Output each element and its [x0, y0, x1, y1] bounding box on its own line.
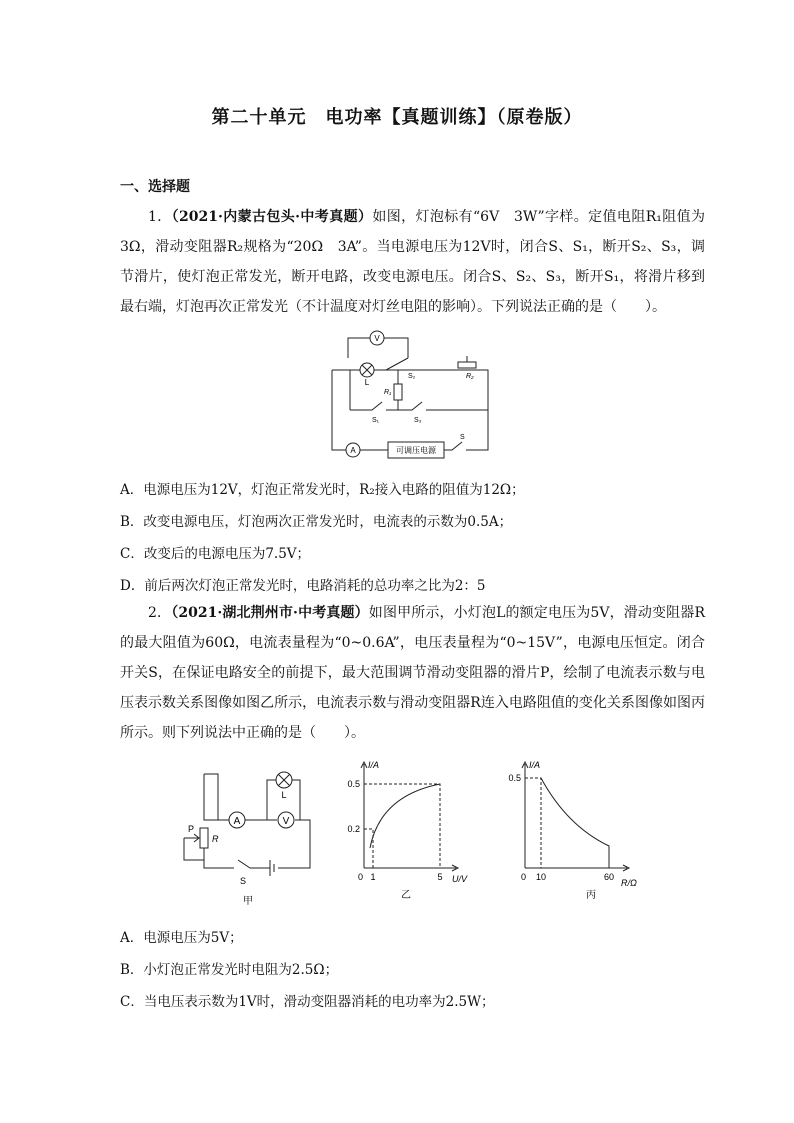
- graph-bing: [505, 756, 655, 906]
- ammeter-label: A: [350, 446, 356, 455]
- lamp-label: L: [364, 378, 370, 387]
- figure-caption: 丙: [586, 890, 596, 901]
- x-tick-label: 10: [535, 872, 547, 882]
- figure-caption: 乙: [401, 890, 411, 901]
- y-tick-label: 0.2: [347, 824, 360, 834]
- origin-label: 0: [358, 872, 364, 882]
- question-source: （2021·湖北荆州市·中考真题）: [171, 605, 369, 621]
- option-d: D．前后两次灯泡正常发光时，电路消耗的总功率之比为2：5: [120, 578, 486, 594]
- question-2-stem: [120, 598, 705, 748]
- question-number: 1．: [148, 209, 172, 225]
- voltmeter-label: V: [374, 334, 380, 343]
- option-a: A．电源电压为5V；: [120, 930, 243, 946]
- circuit-diagram-jia: [170, 760, 320, 908]
- option-a: A．电源电压为12V，灯泡正常发光时，R₂接入电路的阻值为12Ω；: [120, 482, 525, 498]
- switch-label: S: [240, 876, 247, 886]
- rheostat-label: R₂: [466, 373, 474, 380]
- slider-label: P: [188, 824, 195, 834]
- question-1-stem: [120, 202, 705, 322]
- option-b: B．小灯泡正常发光时电阻为2.5Ω；: [120, 962, 339, 978]
- power-source-label: 可调压电源: [396, 446, 436, 455]
- x-axis-label: U/V: [452, 874, 468, 884]
- circuit-diagram-q1: [320, 328, 500, 460]
- option-c: C．改变后的电源电压为7.5V；: [120, 546, 311, 562]
- y-tick-label: 0.5: [508, 773, 521, 783]
- switch-label: S: [460, 434, 465, 441]
- switch-label: S₁: [372, 417, 380, 424]
- x-tick-label: 5: [437, 872, 443, 882]
- rheostat-label: R: [212, 834, 219, 844]
- x-axis-label: R/Ω: [621, 878, 637, 888]
- voltmeter-label: V: [282, 816, 290, 827]
- question-text: 如图，灯泡标有“6V 3W”字样。定值电阻R₁阻值为3Ω，滑动变阻器R₂规格为“20Ω 3A”。当电源电压为12V时，闭合S、S₁，断开S₂、S₃，调节滑片，使灯泡正常发光，断开电路，改变电源电压。闭合S、S₂、S₃，断开S₁，将滑片移到最右端，灯泡再次正常发光（不计温度对灯丝电阻的影响）。下列说法正确的是（ ）。: [120, 209, 705, 315]
- x-tick-label: 60: [603, 872, 615, 882]
- question-number: 2．: [148, 605, 172, 621]
- y-axis-label: I/A: [529, 760, 541, 770]
- page-title: 第二十单元 电功率【真题训练】（原卷版）: [211, 107, 583, 128]
- section-heading: 一、选择题: [120, 179, 190, 195]
- question-text: 如图甲所示，小灯泡L的额定电压为5V，滑动变阻器R的最大阻值为60Ω，电流表量程为“0~0.6A”，电压表量程为“0~15V”，电源电压恒定。闭合开关S，在保证电路安全的前提下，最大范围调节滑动变阻器的滑片P，绘制了电流表示数与电压表示数关系图像如图乙所示，电流表示数与滑动变阻器R连入电路阻值的变化关系图像如图丙所示。则下列说法中正确的是（ ）。: [120, 605, 705, 741]
- switch-label: S₃: [414, 417, 422, 424]
- lamp-label: L: [281, 790, 287, 800]
- graph-yi: [340, 756, 480, 906]
- option-b: B．改变电源电压，灯泡两次正常发光时，电流表的示数为0.5A；: [120, 514, 513, 530]
- y-axis-label: I/A: [368, 760, 380, 770]
- y-tick-label: 0.5: [347, 779, 360, 789]
- figure-caption: 甲: [243, 896, 253, 907]
- resistor-label: R₁: [384, 389, 392, 396]
- switch-label: S₂: [408, 373, 416, 380]
- x-tick-label: 1: [370, 872, 376, 882]
- question-source: （2021·内蒙古包头·中考真题）: [171, 209, 373, 225]
- origin-label: 0: [521, 872, 527, 882]
- ammeter-label: A: [233, 816, 241, 827]
- option-c: C．当电压表示数为1V时，滑动变阻器消耗的电功率为2.5W；: [120, 994, 495, 1010]
